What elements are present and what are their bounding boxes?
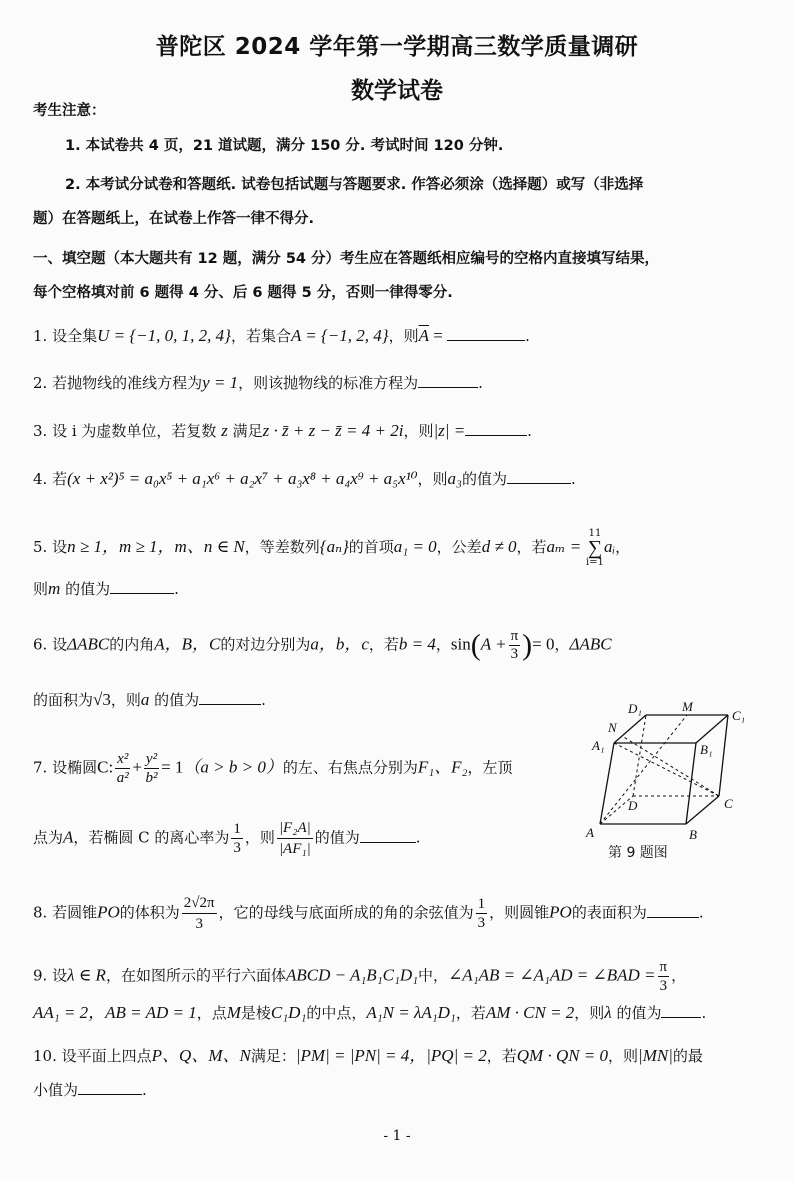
notice-item-2: 2. 本考试分试卷和答题纸. 试卷包括试题与答题要求. 作答必须涂（选择题）或写（非选择: [65, 177, 644, 193]
question-10: 10. 设平面上四点P、Q、M、N满足：|PM| = |PN| = 4，|PQ| = 2，若QM · QN = 0，则|MN|的最: [33, 1046, 703, 1065]
parallelepiped-figure: [578, 698, 778, 866]
label-A: A: [586, 825, 594, 840]
edge-A1D1: [614, 715, 646, 743]
answer-blank: [507, 469, 571, 484]
question-6-line-2: 的面积为√3，则a 的值为 .: [33, 690, 266, 709]
question-1: 1. 设全集U = {−1, 0, 1, 2, 4}，若集合A = {−1, 2, 4}，则$\overline{A}$ = .: [33, 326, 530, 345]
label-D: D: [628, 798, 638, 813]
answer-blank: [465, 421, 527, 436]
label-N: N: [608, 720, 617, 735]
page-subtitle: 数学试卷: [351, 78, 443, 104]
label-B: B: [689, 827, 697, 842]
label-M: M: [682, 699, 693, 714]
answer-blank: [110, 579, 174, 594]
question-7-line-2: 点为A，若椭圆 C 的离心率为 $\frac{1}{3}$ ，则 $\frac{\text{|F₂A|}}{\text{|AF₁|}}$ 的值为 .: [33, 820, 421, 857]
label-C1: C₁: [732, 708, 746, 723]
question-10-line-2: 小值为 .: [33, 1081, 147, 1099]
question-8: 8. 若圆锥PO的体积为 $\frac{2√2\pi}{3}$ ，它的母线与底面所成的角的余弦值为 $\frac{1}{3}$ ，则圆锥PO的表面积为 .: [33, 895, 704, 932]
question-7: 7. 设椭圆C: $\frac{\text{x²}}{\text{a²}}$ + $\frac{\text{y²}}{\text{b²}}$ = 1（a > b > 0）的左、右焦点分别为F₁、F₂，左顶: [33, 751, 513, 786]
label-D1: D₁: [628, 701, 642, 716]
notice-heading: 考生注意：: [33, 103, 106, 119]
edge-AA1: [600, 743, 614, 824]
question-5: 5. 设n ≥ 1，m ≥ 1，m、n ∈ N，等差数列{aₙ}的首项a₁ = 0，公差d ≠ 0，若aₘ = 11 ∑ i=1 aᵢ，: [33, 528, 631, 568]
question-3: 3. 设 i 为虚数单位，若复数 z 满足z · z̄ + z − z̄ = 4 + 2i，则|z| = .: [33, 421, 532, 440]
question-2: 2. 若抛物线的准线方程为y = 1，则该抛物线的标准方程为 .: [33, 373, 483, 392]
edge-B1C1: [696, 715, 728, 743]
question-9: 9. 设λ ∈ R，在如图所示的平行六面体ABCD − A₁B₁C₁D₁中，∠A₁AB = ∠A₁AD = ∠BAD = $\frac{\pi}{3}$ ，: [33, 959, 687, 994]
answer-blank: [199, 690, 261, 705]
question-9-line-2: AA₁ = 2，AB = AD = 1，点M是棱C₁D₁的中点，A₁N = λA₁D₁，若AM · CN = 2，则λ 的值为 .: [33, 1003, 707, 1022]
question-5-line-2: 则m 的值为 .: [33, 579, 179, 598]
figure-caption: 第 9 题图: [608, 845, 668, 861]
answer-blank: [647, 903, 699, 918]
answer-blank: [447, 326, 525, 341]
edge-DD1: [633, 715, 646, 796]
notice-item-1: 1. 本试卷共 4 页，21 道试题，满分 150 分. 考试时间 120 分钟.: [65, 138, 504, 154]
answer-blank: [360, 828, 416, 843]
question-4: 4. 若(x + x²)⁵ = a₀x⁵ + a₁x⁶ + a₂x⁷ + a₃x⁸ + a₄x⁹ + a₅x¹⁰，则a₃的值为 .: [33, 469, 576, 488]
notice-item-3: 题）在答题纸上，在试卷上作答一律不得分.: [33, 211, 315, 227]
page-number: - 1 -: [383, 1128, 411, 1144]
page-title: 普陀区 2024 学年第一学期高三数学质量调研: [155, 34, 639, 60]
section-heading: 一、填空题（本大题共有 12 题，满分 54 分）考生应在答题纸相应编号的空格内直接填写结果，: [33, 251, 660, 267]
edge-CC1: [719, 715, 728, 796]
label-C: C: [724, 796, 733, 811]
label-A1: A₁: [592, 738, 605, 753]
edge-BC: [686, 796, 719, 824]
summation: 11 ∑ i=1: [585, 528, 604, 568]
question-6: 6. 设ΔABC的内角A，B，C的对边分别为a，b，c，若b = 4，sin(A + $\frac{\pi}{3}$ )= 0，ΔABC: [33, 628, 612, 662]
label-B1: B₁: [700, 742, 713, 757]
answer-blank: [661, 1003, 701, 1018]
section-heading-2: 每个空格填对前 6 题得 4 分、后 6 题得 5 分，否则一律得零分.: [33, 285, 453, 301]
answer-blank: [418, 373, 478, 388]
answer-blank: [78, 1080, 142, 1095]
